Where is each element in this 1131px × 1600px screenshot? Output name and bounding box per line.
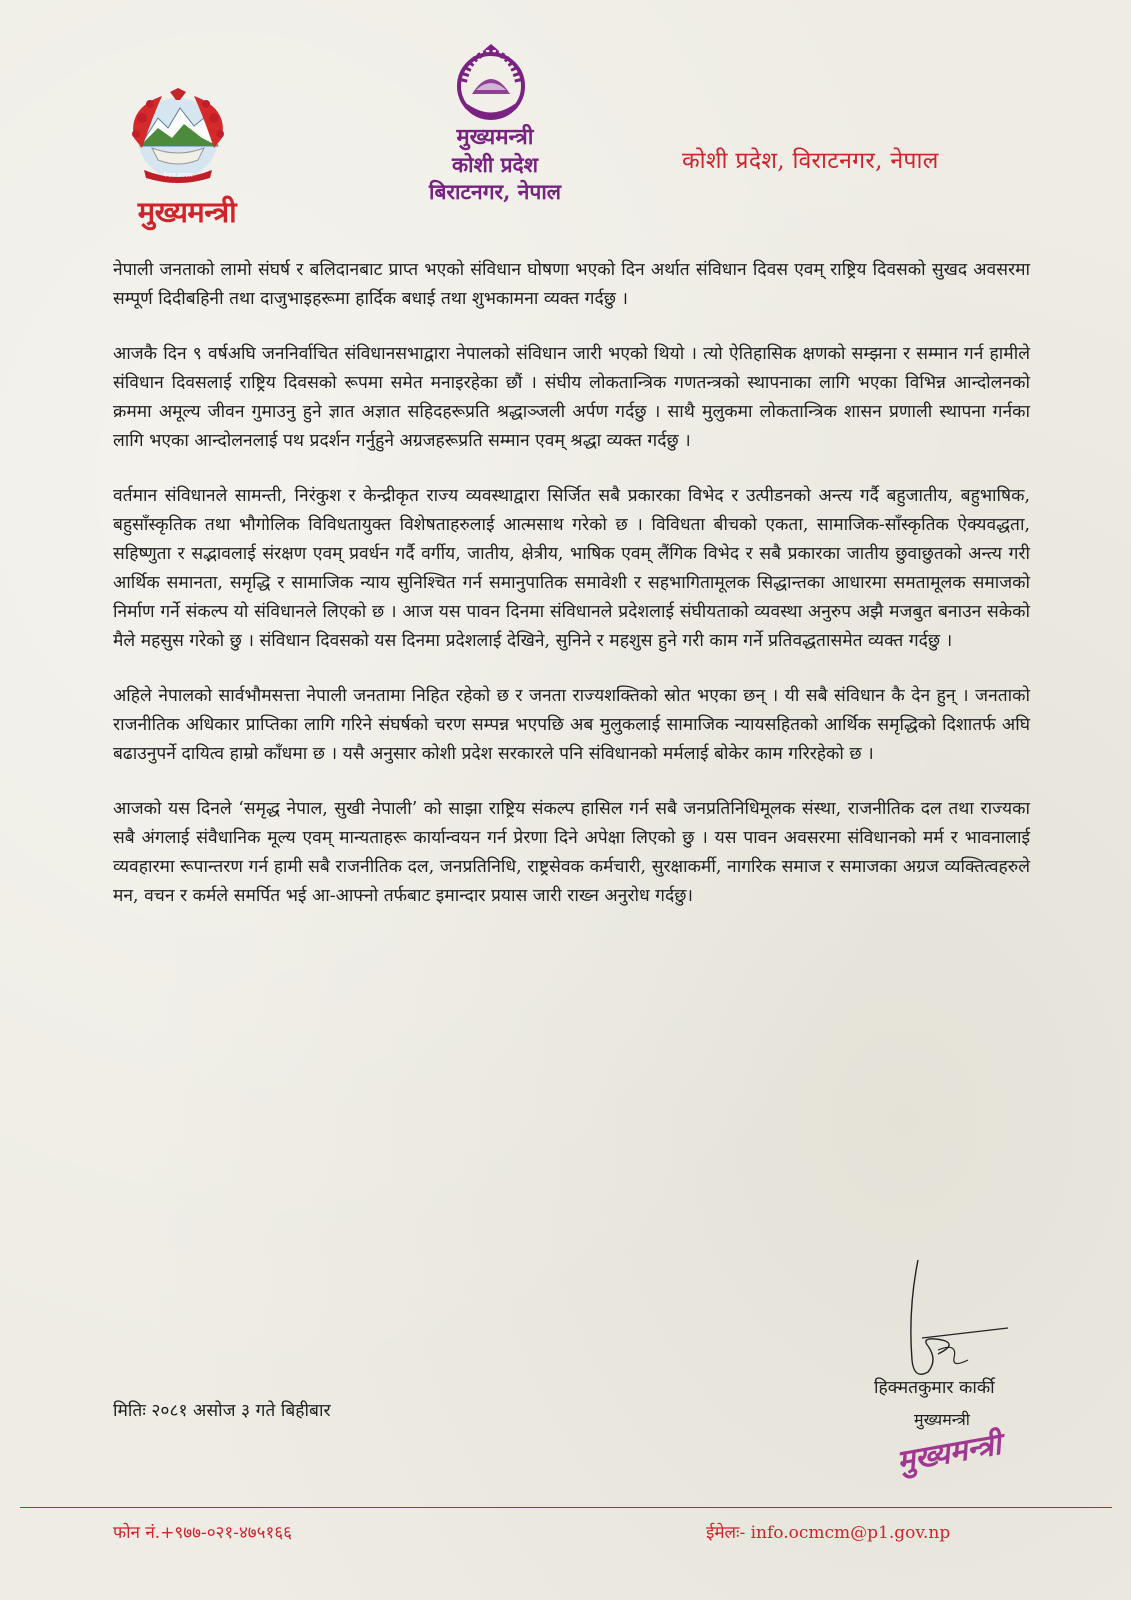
emblem-ribbon-text: नेपाल सरकार: [163, 172, 193, 179]
center-line-2: कोशी प्रदेश: [452, 152, 538, 177]
signatory-title: मुख्यमन्त्री: [914, 1410, 970, 1429]
paragraph-4: अहिले नेपालको सार्वभौमसत्ता नेपाली जनतामा निहित रहेको छ र जनता राज्यशक्तिको स्रोत भएका छन् । यी सबै संविधान कै देन हुन् । जनताको राजनीतिक अधिकार प्राप्तिका लागि गरिने संघर्षको चरण सम्पन्न भएपछि अब मुलुकलाई सामाजिक न्यायसहितको आर्थिक समृद्धिको दिशातर्फ अघि बढाउनुपर्ने दायित्व हाम्रो काँधमा छ । यसै अनुसार कोशी प्रदेश सरकारले पनि संविधानको मर्मलाई बोकेर काम गरिरहेको छ ।: [113, 686, 1030, 764]
signatory-name: हिक्मतकुमार कार्की: [874, 1378, 995, 1398]
center-line-1: मुख्यमन्त्री: [456, 124, 534, 150]
official-stamp: मुख्यमन्त्री: [894, 1427, 1004, 1480]
paragraph-1: नेपाली जनताको लामो संघर्ष र बलिदानबाट प्राप्त भएको संविधान घोषणा भएको दिन अर्थात संविधान दिवस एवम् राष्ट्रिय दिवसको सुखद अवसरमा सम्पूर्ण दिदीबहिनी तथा दाजुभाइहरूमा हार्दिक बधाई तथा शुभकामना व्यक्त गर्दछु ।: [113, 260, 1030, 309]
koshi-province-logo-icon: [450, 44, 532, 126]
letter-body: [113, 256, 1030, 937]
center-line-3: बिराटनगर, नेपाल: [429, 179, 561, 204]
footer-email: ईमेलः- info.ocmcm@p1.gov.np: [706, 1523, 951, 1543]
footer-phone: फोन नं.+९७७-०२१-४७५१६६: [113, 1523, 292, 1543]
right-address-title: कोशी प्रदेश, विराटनगर, नेपाल: [682, 148, 939, 174]
paragraph-5: आजको यस दिनले ‘समृद्ध नेपाल, सुखी नेपाली’ को साझा राष्ट्रिय संकल्प हासिल गर्न सबै जनप्रतिनिधिमूलक संस्था, राजनीतिक दल तथा राज्यका सबै अंगलाई संवैधानिक मूल्य एवम् मान्यताहरू कार्यान्वयन गर्न प्रेरणा दिने अपेक्षा लिएको छु । यस पावन अवसरमा संविधानको मर्म र भावनालाई व्यवहारमा रूपान्तरण गर्न हामी सबै राजनीतिक दल, जनप्रतिनिधि, राष्ट्रसेवक कर्मचारी, सुरक्षाकर्मी, नागरिक समाज र समाजका अग्रज व्यक्तित्वहरुले मन, वचन र कर्मले समर्पित भई आ-आफ्नो तर्फबाट इमान्दार प्रयास जारी राख्न अनुरोध गर्दछु।: [113, 799, 1030, 906]
paragraph-2: आजकै दिन ९ वर्षअघि जननिर्वाचित संविधानसभाद्वारा नेपालको संविधान जारी भएको थियो । त्यो ऐतिहासिक क्षणको सम्झना र सम्मान गर्न हामीले संविधान दिवसलाई राष्ट्रिय दिवसको रूपमा समेत मनाइरहेका छौं । संघीय लोकतान्त्रिक गणतन्त्रको स्थापनाका लागि भएका विभिन्न आन्दोलनको क्रममा अमूल्य जीवन गुमाउनु हुने ज्ञात अज्ञात सहिदहरूप्रति श्रद्धाञ्जली अर्पण गर्दछु । साथै मुलुकमा लोकतान्त्रिक शासन प्रणाली स्थापना गर्नका लागि भएका आन्दोलनलाई पथ प्रदर्शन गर्नुहुने अग्रजहरूप्रति सम्मान एवम् श्रद्धा व्यक्त गर्दछु ।: [113, 344, 1030, 451]
signature-icon: [898, 1250, 1038, 1390]
left-title: मुख्यमन्त्री: [137, 195, 237, 229]
footer-divider: [20, 1507, 1112, 1508]
paragraph-3: वर्तमान संविधानले सामन्ती, निरंकुश र केन्द्रीकृत राज्य व्यवस्थाद्वारा सिर्जित सबै प्रकारका विभेद र उत्पीडनको अन्त्य गर्दै बहुजातीय, बहुभाषिक, बहुसाँस्कृतिक तथा भौगोलिक विविधतायुक्त विशेषताहरुलाई आत्मसाथ गरेको छ । विविधता बीचको एकता, सामाजिक-साँस्कृतिक ऐक्यवद्धता, सहिष्णुता र सद्भावलाई संरक्षण एवम् प्रवर्धन गर्दै वर्गीय, जातीय, क्षेत्रीय, भाषिक एवम् लैंगिक विभेद र सबै प्रकारका जातीय छुवाछुतको अन्त्य गरी आर्थिक समानता, समृद्धि र सामाजिक न्याय सुनिश्चित गर्न समानुपातिक समावेशी र सहभागितामूलक सिद्धान्तका आधारमा समतामूलक समाजको निर्माण गर्ने संकल्प यो संविधानले लिएको छ । आज यस पावन दिनमा संविधानले प्रदेशलाई संघीयताको व्यवस्था अनुरुप अझै मजबुत बनाउन सकेको मैले महसुस गरेको छु । संविधान दिवसको यस दिनमा प्रदेशलाई देखिने, सुनिने र महशुस हुने गरी काम गर्ने प्रतिवद्धतासमेत व्यक्त गर्दछु ।: [113, 486, 1030, 651]
nepal-emblem-icon: [122, 88, 234, 186]
center-org-block: [400, 124, 590, 205]
letter-date: मितिः २०८१ असोज ३ गते बिहीबार: [113, 1401, 331, 1421]
